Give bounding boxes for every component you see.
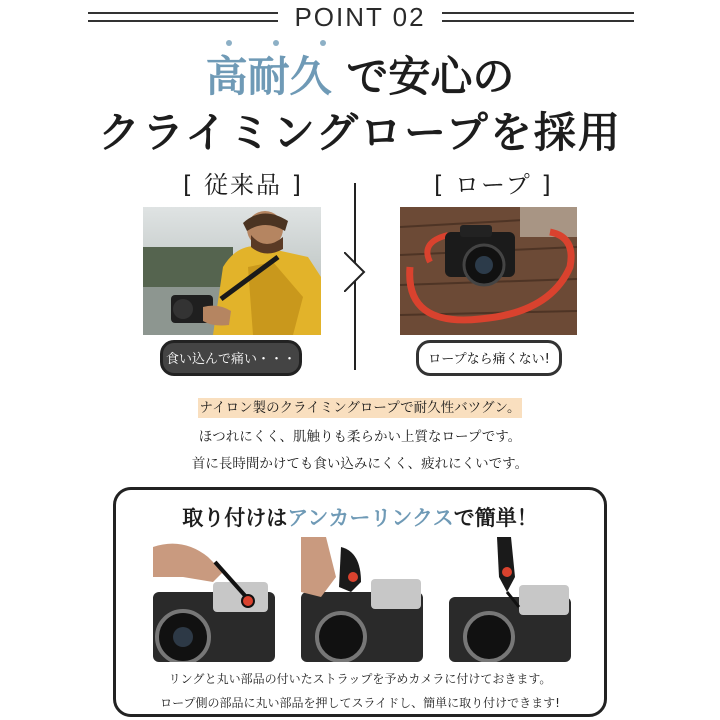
conventional-title: [ 従来品 ] <box>183 171 303 199</box>
headline-accent-wrap <box>206 52 347 101</box>
attach-step-photo-3 <box>449 537 571 662</box>
headline <box>0 50 720 162</box>
title-accent: アンカーリンクス <box>287 506 454 530</box>
point-label: POINT 02 <box>294 2 426 32</box>
rope-bubble: ロープなら痛くない! <box>416 340 562 376</box>
headline-line1 <box>206 50 515 104</box>
point-header <box>0 0 720 36</box>
description-line3: 首に長時間かけても食い込みにくく、疲れにくいです。 <box>191 456 529 472</box>
headline-line2: クライミングロープを採用 <box>98 108 622 157</box>
description-line1 <box>0 396 720 416</box>
rope-strap-photo <box>400 207 577 335</box>
anchor-links-title <box>116 502 604 532</box>
headline-line1-rest: で安心の <box>346 52 515 101</box>
emphasis-dots <box>206 40 347 46</box>
conventional-strap-photo <box>143 207 321 335</box>
attach-step-photo-1 <box>153 537 275 662</box>
conventional-bubble: 食い込んで痛い・・・ <box>160 340 302 376</box>
description-highlight: ナイロン製のクライミングロープで耐久性バツグン。 <box>199 400 521 416</box>
headline-accent: 高耐久 <box>205 52 332 101</box>
description-line2: ほつれにくく、肌触りも柔らかい上質なロープです。 <box>198 429 522 445</box>
attach-step-photo-2 <box>301 537 423 662</box>
title-prefix: 取り付けは <box>182 506 288 530</box>
attach-instruction-1: リングと丸い部品の付いたストラップを予めカメラに付けておきます。 <box>168 672 552 686</box>
chevron-right-icon <box>344 252 368 292</box>
rope-title: [ ロープ ] <box>434 171 553 199</box>
title-suffix: で簡単！ <box>453 506 538 530</box>
header-rule-right <box>442 12 634 22</box>
header-rule-left <box>88 12 278 22</box>
anchor-links-box <box>113 487 607 717</box>
attach-instruction-2: ロープ側の部品に丸い部品を押してスライドし、簡単に取り付けできます! <box>160 696 560 710</box>
